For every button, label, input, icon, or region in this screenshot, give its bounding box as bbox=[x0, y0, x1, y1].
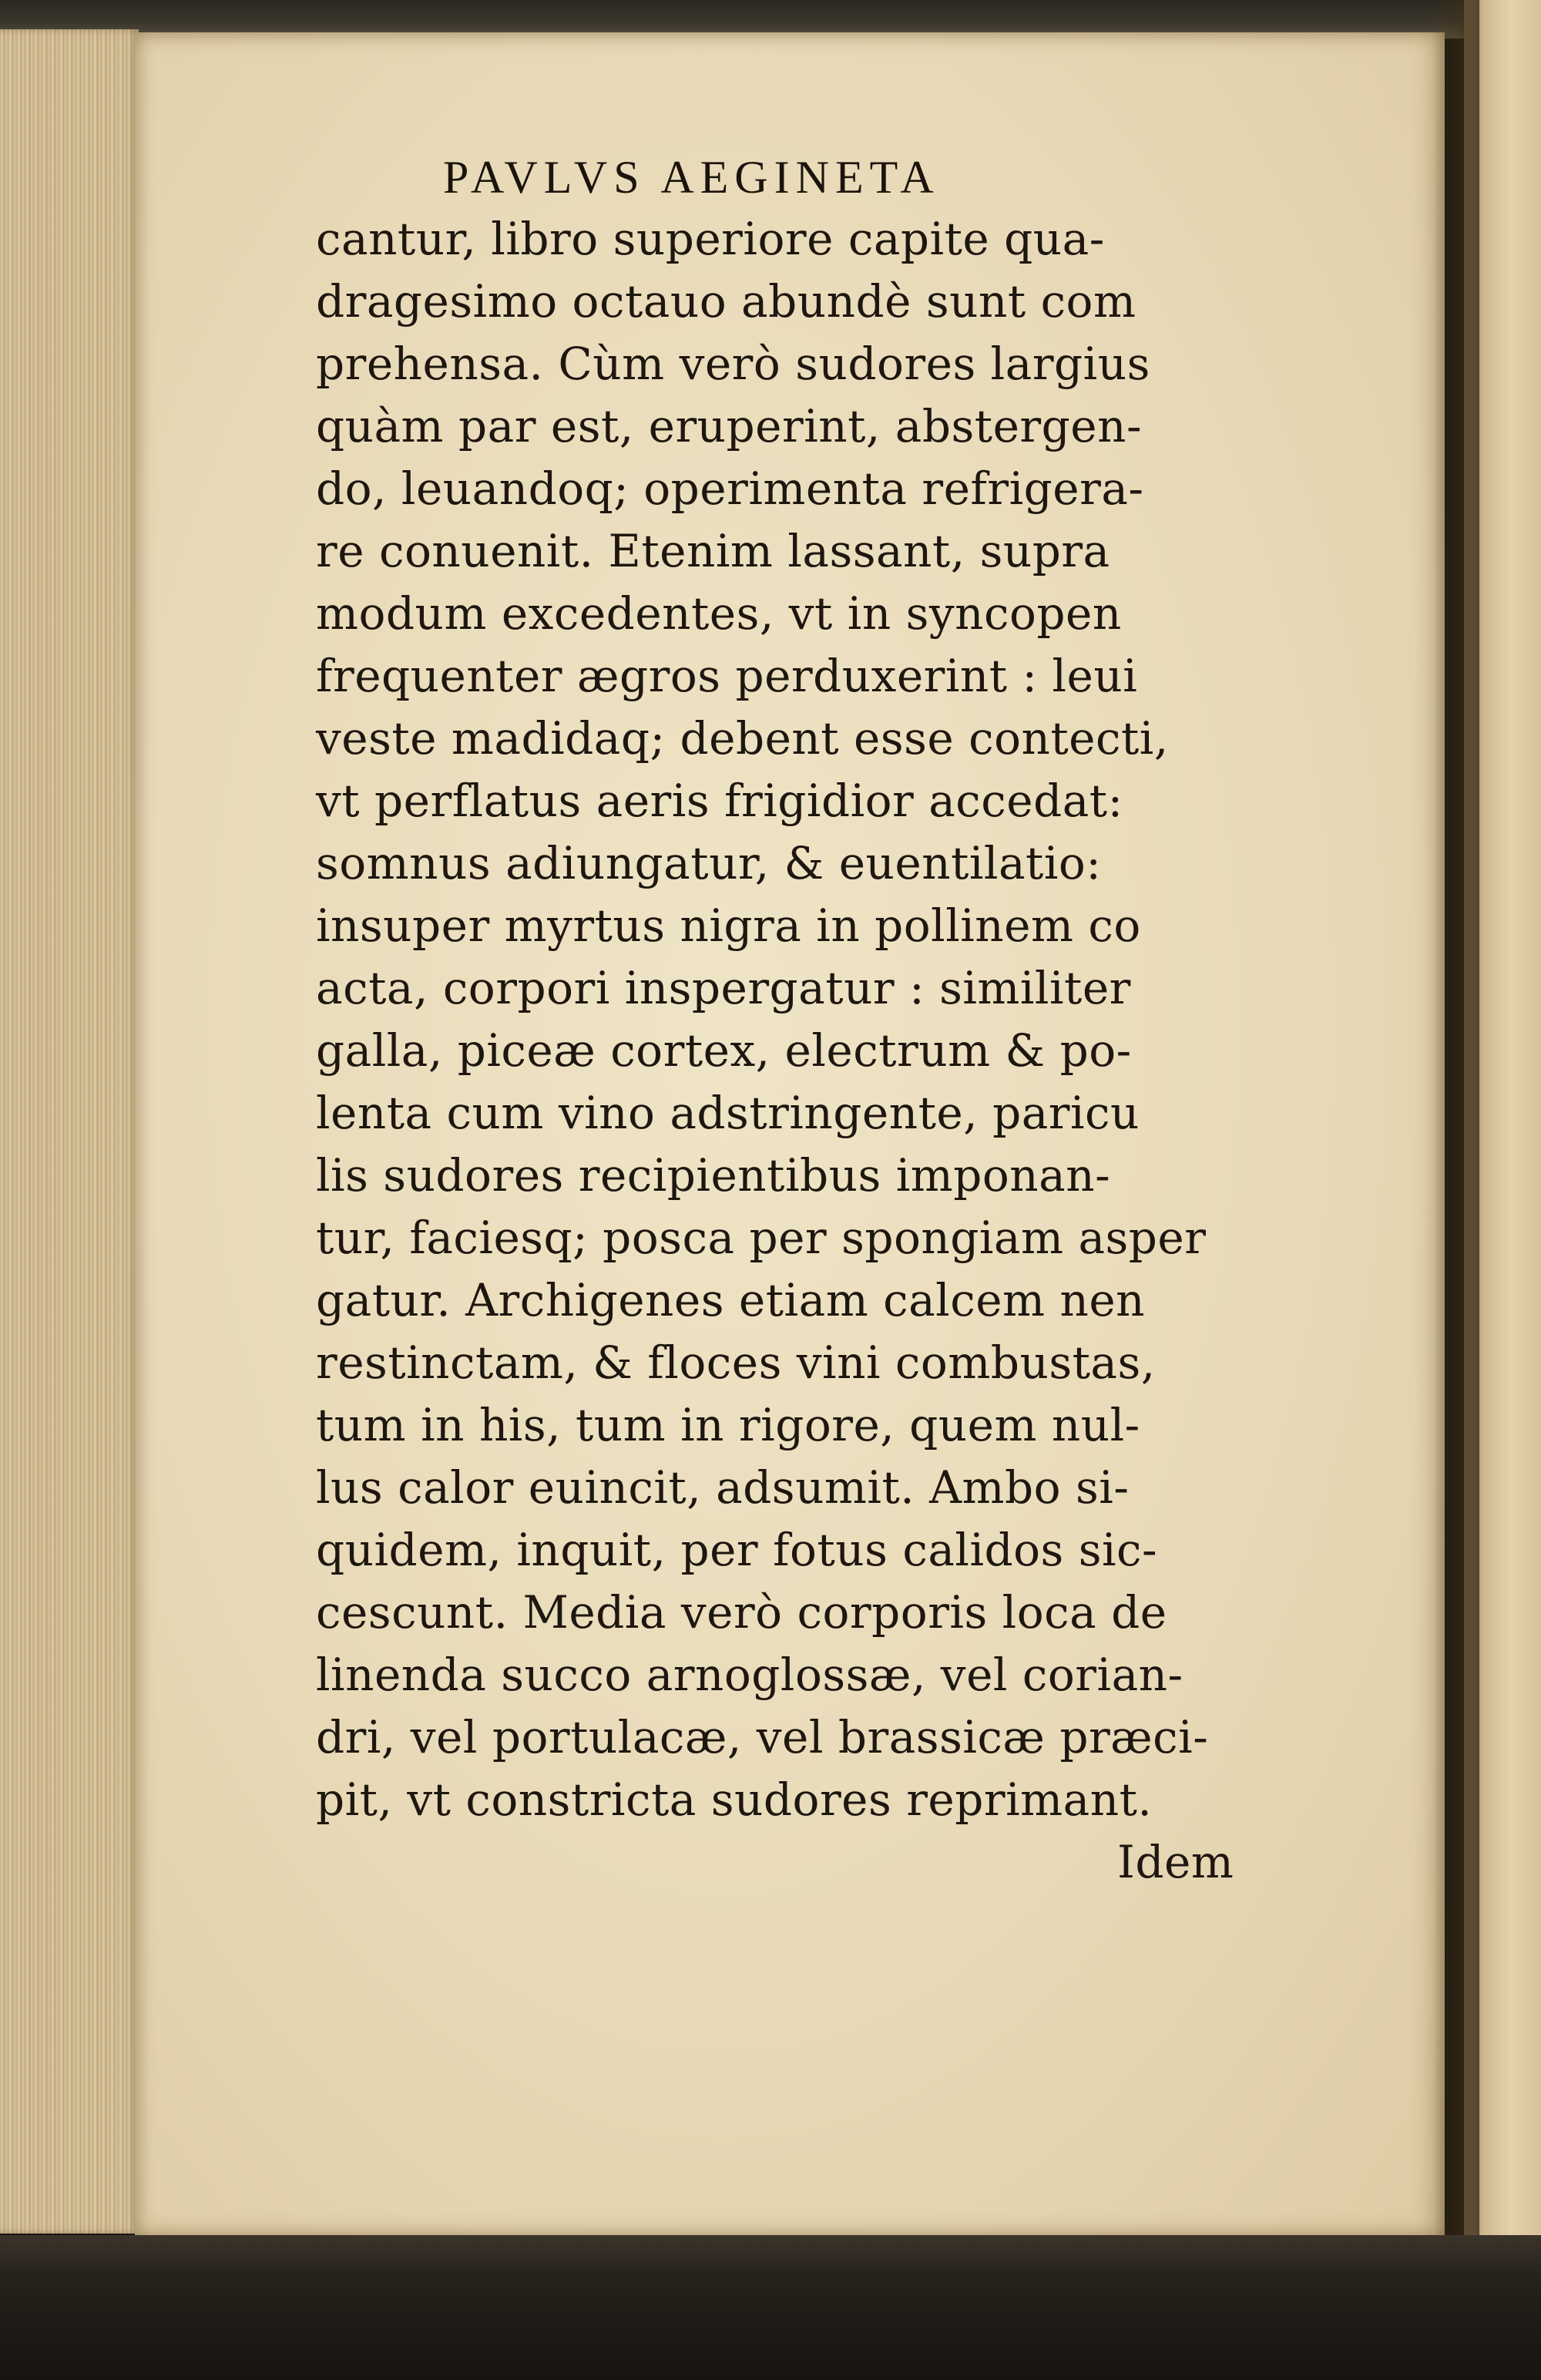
text-line: quàm par est, eruperint, abstergen- bbox=[316, 400, 1143, 452]
text-block bbox=[316, 146, 1410, 1894]
text-line: modum excedentes, vt in syncopen bbox=[316, 587, 1122, 640]
text-line: frequenter ægros perduxerint : leui bbox=[316, 650, 1138, 702]
text-line: cescunt. Media verò corporis loca de bbox=[316, 1586, 1167, 1639]
text-line: lis sudores recipientibus imponan- bbox=[316, 1149, 1111, 1202]
text-line: do, leuandoq; operimenta refrigera- bbox=[316, 462, 1144, 515]
text-line: somnus adiungatur, & euentilatio: bbox=[316, 837, 1102, 889]
text-line: vt perflatus aeris frigidior accedat: bbox=[316, 775, 1123, 827]
text-line: acta, corpori inspergatur : similiter bbox=[316, 962, 1131, 1014]
gutter-shadow bbox=[1433, 0, 1479, 2251]
text-line: veste madidaq; debent esse contecti, bbox=[316, 712, 1169, 765]
text-line: restinctam, & floces vini combustas, bbox=[316, 1336, 1156, 1389]
page-stack-edge bbox=[0, 29, 139, 2234]
text-line: re conuenit. Etenim lassant, supra bbox=[316, 525, 1110, 577]
text-line: gatur. Archigenes etiam calcem nen bbox=[316, 1274, 1146, 1326]
text-line: insuper myrtus nigra in pollinem co bbox=[316, 899, 1141, 952]
text-line: tum in his, tum in rigore, quem nul- bbox=[316, 1399, 1140, 1451]
text-line: linenda succo arnoglossæ, vel corian- bbox=[316, 1649, 1183, 1701]
text-line: lus calor euincit, adsumit. Ambo si- bbox=[316, 1461, 1130, 1514]
running-head: PAVLVS AEGINETA bbox=[443, 152, 940, 203]
book-cover-bottom-edge bbox=[0, 2235, 1541, 2380]
catchword: Idem bbox=[1117, 1836, 1234, 1888]
text-line: lenta cum vino adstringente, paricu bbox=[316, 1087, 1140, 1139]
text-line: tur, faciesq; posca per spongiam asper bbox=[316, 1212, 1207, 1264]
text-line: prehensa. Cùm verò sudores largius bbox=[316, 338, 1150, 390]
text-line: quidem, inquit, per fotus calidos sic- bbox=[316, 1524, 1158, 1576]
text-line: galla, piceæ cortex, electrum & po- bbox=[316, 1024, 1132, 1077]
text-line: dri, vel portulacæ, vel brassicæ præci- bbox=[316, 1711, 1209, 1763]
text-line: dragesimo octauo abundè sunt com bbox=[316, 275, 1136, 328]
text-line: pit, vt constricta sudores reprimant. bbox=[316, 1773, 1153, 1826]
text-line: cantur, libro superiore capite qua- bbox=[316, 213, 1105, 265]
